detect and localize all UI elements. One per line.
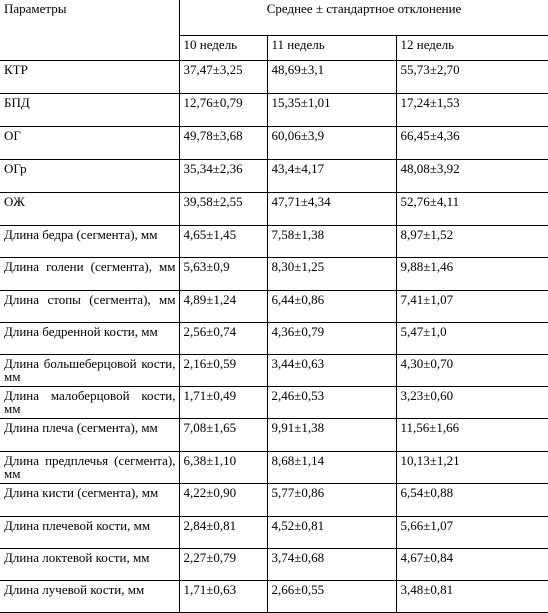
week-10-header: 10 недель [179, 35, 267, 60]
week-11-header: 11 недель [267, 35, 396, 60]
table-row [0, 322, 548, 354]
row-label: Длина бедра (сегмента), мм [0, 225, 179, 257]
row-label: ОГр [0, 159, 179, 192]
table-row [0, 451, 548, 483]
cell-w10: 49,78±3,68 [179, 126, 267, 159]
cell-w10: 2,84±0,81 [179, 516, 267, 548]
cell-w11: 4,36±0,79 [267, 322, 396, 354]
stat-header: Среднее ± стандартное отклонение [179, 0, 548, 35]
row-label: Длина малоберцовой кости, мм [0, 386, 179, 418]
table-row [0, 418, 548, 451]
row-label: БПД [0, 93, 179, 126]
cell-w11: 3,74±0,68 [267, 548, 396, 580]
row-label: ОГ [0, 126, 179, 159]
cell-w11: 15,35±1,01 [267, 93, 396, 126]
table-row [0, 483, 548, 516]
cell-w12: 52,76±4,11 [396, 192, 548, 225]
row-label: Длина голени (сегмента), мм [0, 257, 179, 290]
table-row [0, 126, 548, 159]
params-header: Параметры [0, 0, 179, 60]
row-label: Длина кисти (сегмента), мм [0, 483, 179, 516]
table-row [0, 192, 548, 225]
header-row-top [0, 0, 548, 35]
table-row [0, 257, 548, 290]
row-label: Длина лучевой кости, мм [0, 580, 179, 612]
cell-w10: 2,27±0,79 [179, 548, 267, 580]
row-label: Длина стопы (сегмента), мм [0, 290, 179, 322]
table-row [0, 225, 548, 257]
cell-w10: 5,63±0,9 [179, 257, 267, 290]
cell-w12: 5,66±1,07 [396, 516, 548, 548]
table-row [0, 580, 548, 612]
row-label: Длина локтевой кости, мм [0, 548, 179, 580]
cell-w12: 66,45±4,36 [396, 126, 548, 159]
row-label: Длина предплечья (сегмента), мм [0, 451, 179, 483]
cell-w10: 6,38±1,10 [179, 451, 267, 483]
cell-w12: 4,67±0,84 [396, 548, 548, 580]
cell-w10: 35,34±2,36 [179, 159, 267, 192]
cell-w10: 4,89±1,24 [179, 290, 267, 322]
cell-w12: 9,88±1,46 [396, 257, 548, 290]
cell-w10: 7,08±1,65 [179, 418, 267, 451]
row-label: КТР [0, 60, 179, 93]
cell-w10: 37,47±3,25 [179, 60, 267, 93]
cell-w11: 7,58±1,38 [267, 225, 396, 257]
table-row [0, 386, 548, 418]
cell-w11: 9,91±1,38 [267, 418, 396, 451]
row-label: Длина бедренной кости, мм [0, 322, 179, 354]
table-row [0, 548, 548, 580]
row-label: Длина большеберцовой кости, мм [0, 354, 179, 386]
cell-w11: 4,52±0,81 [267, 516, 396, 548]
cell-w11: 6,44±0,86 [267, 290, 396, 322]
cell-w11: 2,46±0,53 [267, 386, 396, 418]
cell-w12: 10,13±1,21 [396, 451, 548, 483]
table-row [0, 93, 548, 126]
cell-w10: 4,22±0,90 [179, 483, 267, 516]
cell-w10: 2,16±0,59 [179, 354, 267, 386]
cell-w12: 8,97±1,52 [396, 225, 548, 257]
cell-w10: 39,58±2,55 [179, 192, 267, 225]
cell-w12: 6,54±0,88 [396, 483, 548, 516]
cell-w11: 3,44±0,63 [267, 354, 396, 386]
cell-w11: 47,71±4,34 [267, 192, 396, 225]
cell-w10: 4,65±1,45 [179, 225, 267, 257]
cell-w10: 2,56±0,74 [179, 322, 267, 354]
cell-w10: 1,71±0,63 [179, 580, 267, 612]
row-label: Длина плеча (сегмента), мм [0, 418, 179, 451]
cell-w12: 48,08±3,92 [396, 159, 548, 192]
cell-w11: 8,68±1,14 [267, 451, 396, 483]
cell-w12: 3,23±0,60 [396, 386, 548, 418]
cell-w12: 7,41±1,07 [396, 290, 548, 322]
table-row [0, 516, 548, 548]
cell-w12: 17,24±1,53 [396, 93, 548, 126]
cell-w10: 12,76±0,79 [179, 93, 267, 126]
table-row [0, 354, 548, 386]
cell-w12: 4,30±0,70 [396, 354, 548, 386]
row-label: Длина плечевой кости, мм [0, 516, 179, 548]
week-12-header: 12 недель [396, 35, 548, 60]
cell-w11: 48,69±3,1 [267, 60, 396, 93]
table-row [0, 159, 548, 192]
cell-w12: 55,73±2,70 [396, 60, 548, 93]
row-label: ОЖ [0, 192, 179, 225]
cell-w11: 2,66±0,55 [267, 580, 396, 612]
cell-w11: 60,06±3,9 [267, 126, 396, 159]
table-row [0, 290, 548, 322]
cell-w11: 8,30±1,25 [267, 257, 396, 290]
cell-w10: 1,71±0,49 [179, 386, 267, 418]
cell-w11: 43,4±4,17 [267, 159, 396, 192]
table-row [0, 60, 548, 93]
cell-w11: 5,77±0,86 [267, 483, 396, 516]
cell-w12: 11,56±1,66 [396, 418, 548, 451]
cell-w12: 5,47±1,0 [396, 322, 548, 354]
cell-w12: 3,48±0,81 [396, 580, 548, 612]
